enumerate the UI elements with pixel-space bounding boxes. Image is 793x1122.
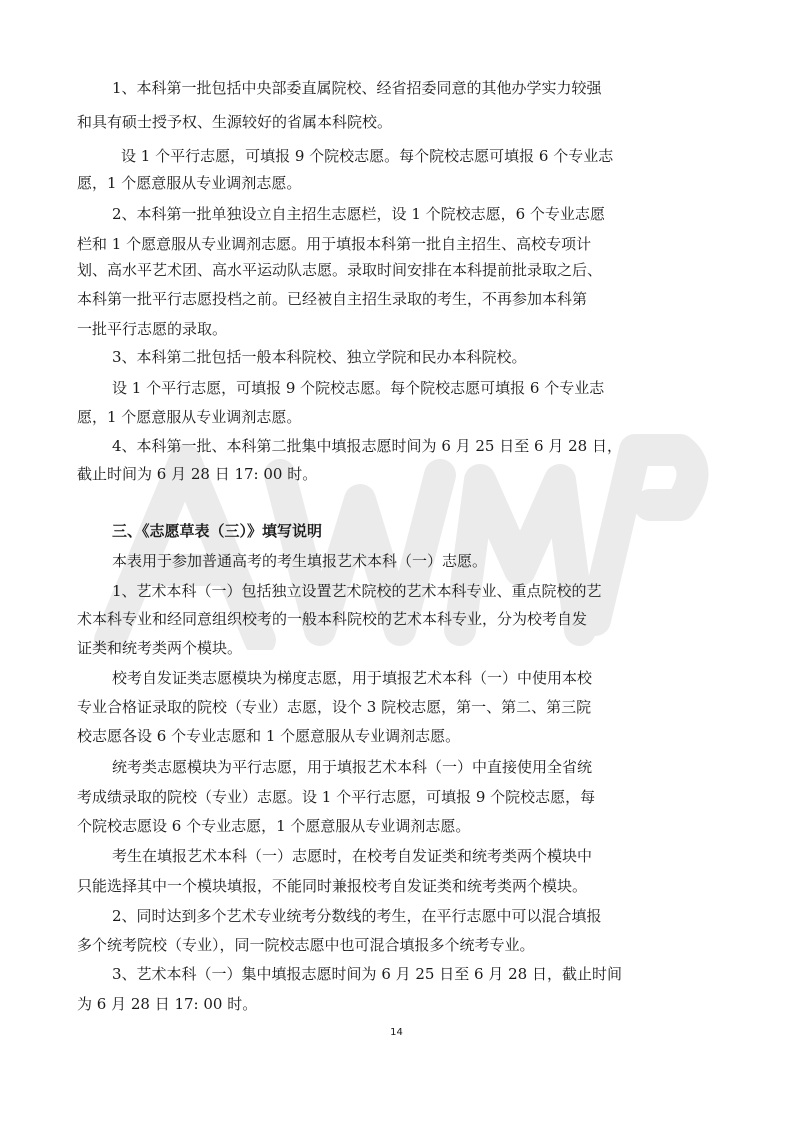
paragraph-line: 2、本科第一批单独设立自主招生志愿栏，设 1 个院校志愿，6 个专业志愿 (112, 205, 605, 223)
paragraph-line: 统考类志愿模块为平行志愿，用于填报艺术本科（一）中直接使用全省统 (112, 758, 593, 776)
page-number: 14 (390, 1027, 403, 1038)
paragraph-line: 愿，1 个愿意服从专业调剂志愿。 (77, 174, 302, 192)
paragraph-line: 截止时间为 6 月 28 日 17: 00 时。 (77, 465, 318, 483)
paragraph-line: 只能选择其中一个模块填报，不能同时兼报校考自发证类和统考类两个模块。 (77, 877, 588, 895)
paragraph-line: 设 1 个平行志愿，可填报 9 个院校志愿。每个院校志愿可填报 6 个专业志 (112, 379, 605, 397)
paragraph-line: 2、同时达到多个艺术专业统考分数线的考生，在平行志愿中可以混合填报 (112, 907, 602, 925)
paragraph-line: 考成绩录取的院校（专业）志愿。设 1 个平行志愿，可填报 9 个院校志愿，每 (77, 788, 596, 806)
paragraph-line: 划、高水平艺术团、高水平运动队志愿。录取时间安排在本科提前批录取之后、 (77, 261, 603, 279)
paragraph-line: 3、本科第二批包括一般本科院校、独立学院和民办本科院校。 (112, 348, 527, 366)
paragraph-line: 4、本科第一批、本科第二批集中填报志愿时间为 6 月 25 日至 6 月 28 日， (112, 437, 622, 455)
section-heading: 三、《志愿草表（三）》填写说明 (112, 522, 323, 540)
paragraph-line: 1、艺术本科（一）包括独立设置艺术院校的艺术本科专业、重点院校的艺 (112, 582, 602, 600)
paragraph-line: 专业合格证录取的院校（专业）志愿，设个 3 院校志愿，第一、第二、第三院 (77, 698, 592, 716)
paragraph-line: 考生在填报艺术本科（一）志愿时，在校考自发证类和统考类两个模块中 (112, 847, 593, 865)
paragraph-line: 愿，1 个愿意服从专业调剂志愿。 (77, 408, 302, 426)
paragraph-line: 个院校志愿设 6 个专业志愿，1 个愿意服从专业调剂志愿。 (77, 817, 471, 835)
paragraph-line: 为 6 月 28 日 17: 00 时。 (77, 995, 258, 1013)
paragraph-line: 校考自发证类志愿模块为梯度志愿，用于填报艺术本科（一）中使用本校 (112, 669, 593, 687)
paragraph-line: 证类和统考类两个模块。 (77, 639, 243, 657)
paragraph-line: 1、本科第一批包括中央部委直属院校、经省招委同意的其他办学实力较强 (112, 79, 602, 97)
paragraph-line: 3、艺术本科（一）集中填报志愿时间为 6 月 25 日至 6 月 28 日，截止时间 (112, 965, 622, 983)
paragraph-line: 本科第一批平行志愿投档之前。已经被自主招生录取的考生，不再参加本科第 (77, 290, 588, 308)
paragraph-line: 本表用于参加普通高考的考生填报艺术本科（一）志愿。 (112, 552, 488, 570)
paragraph-line: 和具有硕士授予权、生源较好的省属本科院校。 (77, 113, 393, 131)
paragraph-line: 术本科专业和经同意组织校考的一般本科院校的艺术本科专业，分为校考自发 (77, 610, 588, 628)
paragraph-line: 设 1 个平行志愿，可填报 9 个院校志愿。每个院校志愿可填报 6 个专业志 (121, 147, 614, 165)
paragraph-line: 栏和 1 个愿意服从专业调剂志愿。用于填报本科第一批自主招生、高校专项计 (77, 235, 592, 253)
paragraph-line: 校志愿各设 6 个专业志愿和 1 个愿意服从专业调剂志愿。 (77, 727, 461, 745)
paragraph-line: 多个统考院校（专业），同一院校志愿中也可混合填报多个统考专业。 (77, 936, 535, 954)
paragraph-line: 一批平行志愿的录取。 (77, 320, 228, 338)
